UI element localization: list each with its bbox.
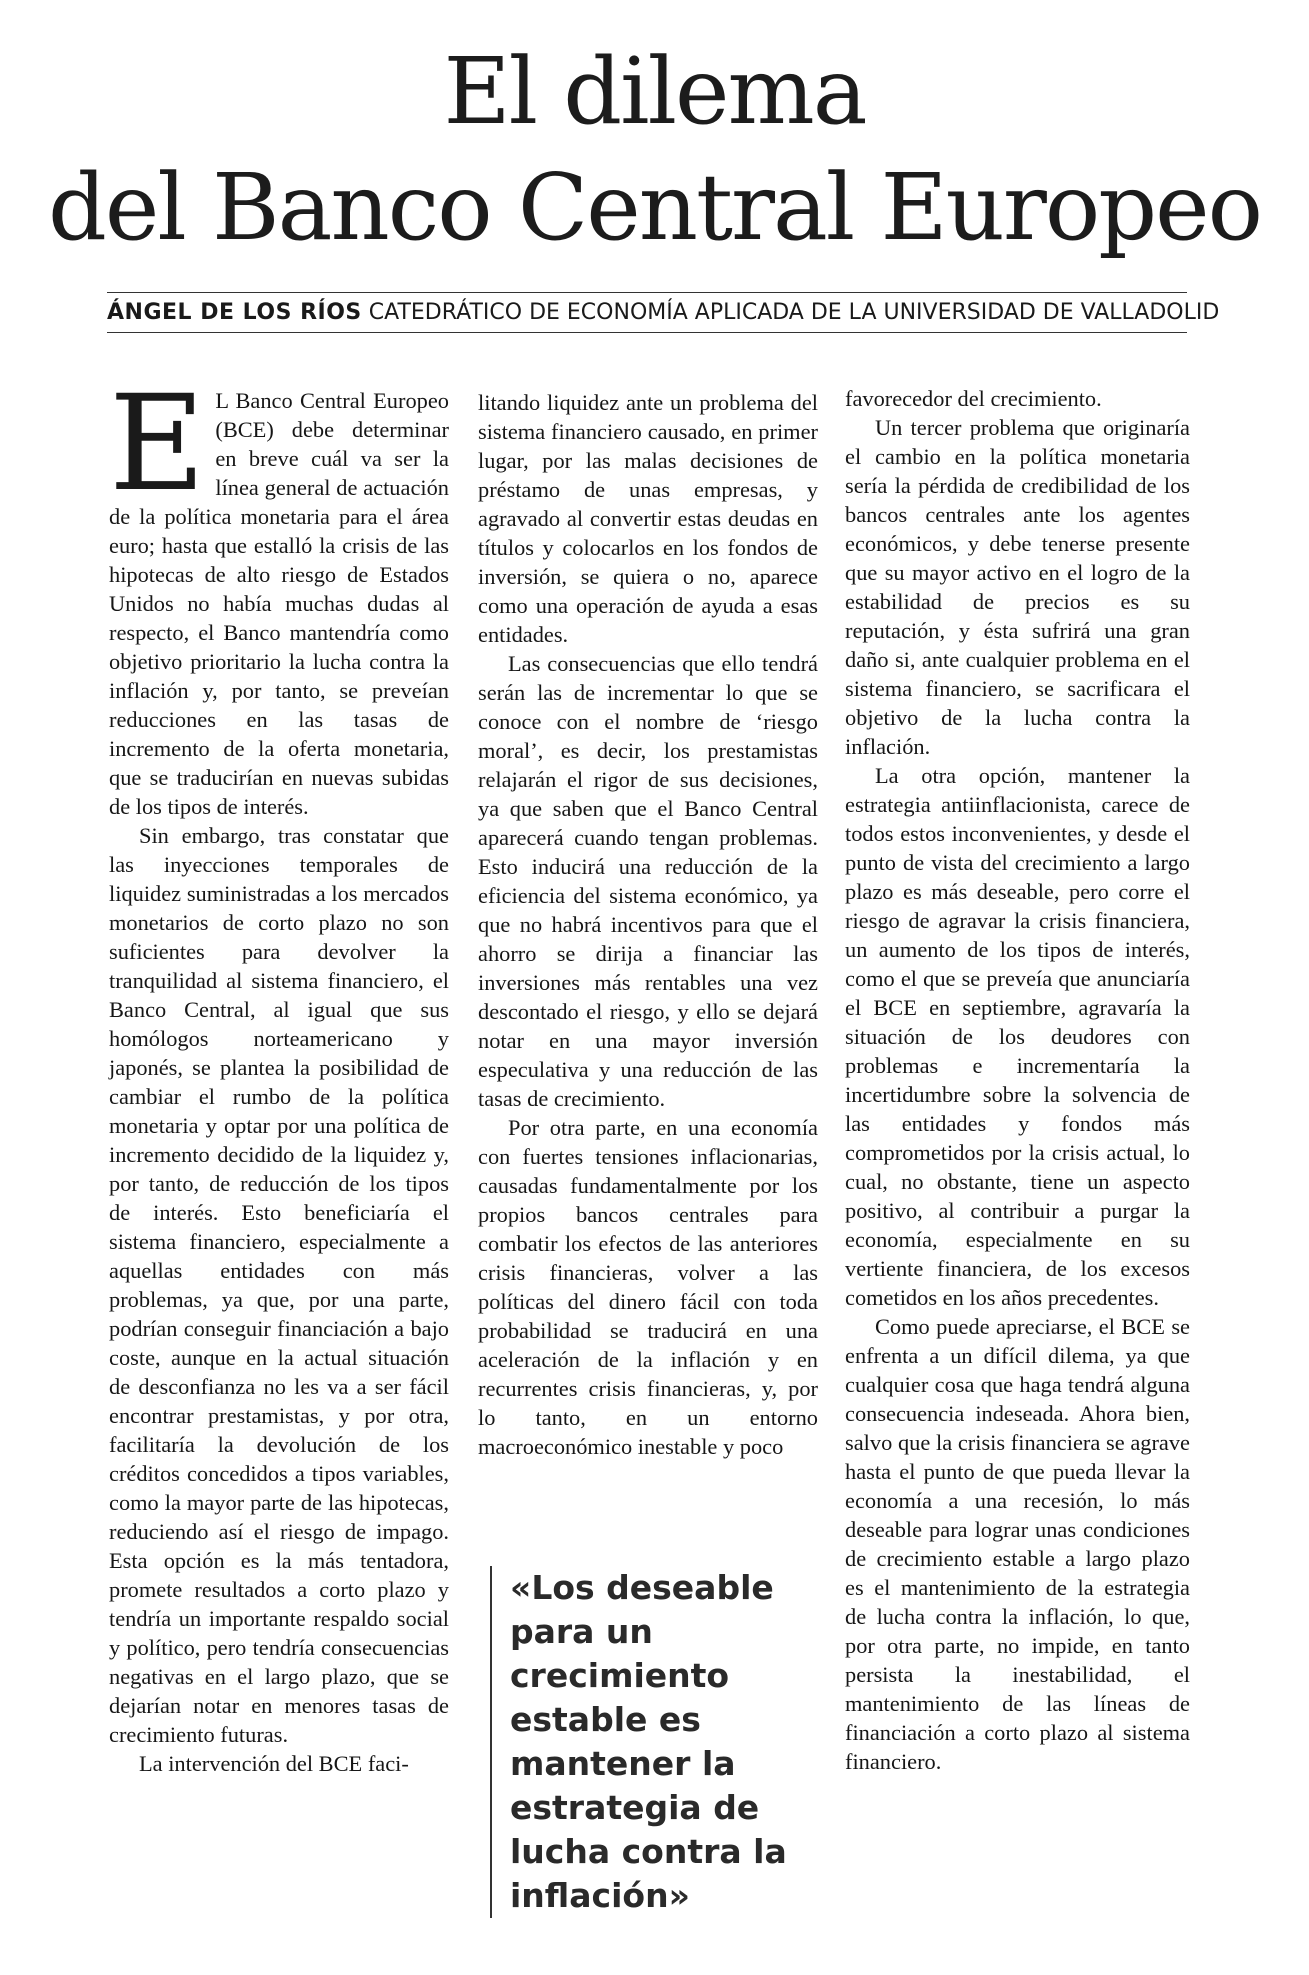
paragraph-text: L Banco Central Europeo (BCE) debe determinar en breve cuál va ser la línea general de actuación de la política monetaria para el área euro; hasta que estalló la crisis de las hipotecas de alto riesgo de Estados Unidos no había muchas dudas al respecto, el Banco mantendría como objetivo prioritario la lucha contra la inflación y, por tanto, se preveían reducciones en las tasas de incremento de la oferta monetaria, que se traducirían en nuevas subidas de los tipos de interés. [109, 388, 449, 819]
article-paragraph: Sin embargo, tras constatar que las inyecciones temporales de liquidez suministradas a los mercados monetarios de corto plazo no son suficientes para devolver la tranquilidad al sistema financiero, el Banco Central, al igual que sus homólogos norteamericano y japonés, se plantea la posibilidad de cambiar el rumbo de la política monetaria y optar por una política de incremento decidido de la liquidez y, por tanto, de reducción de los tipos de interés. Esto beneficiaría el sistema financiero, especialmente a aquellas entidades con más problemas, ya que, por una parte, podrían conseguir financiación a bajo coste, aunque en la actual situación de desconfianza no les va a ser fácil encontrar prestamistas, y por otra, facilitaría la devolución de los créditos concedidos a tipos variables, como la mayor parte de las hipotecas, reduciendo así el riesgo de impago. Esta opción es la más tentadora, promete resultados a corto plazo y tendría un importante respaldo social y político, pero tendría consecuencias negativas en el largo plazo, que se dejarían notar en menores tasas de crecimiento futuras. [109, 823, 449, 1747]
article-paragraph: Un tercer problema que originaría el cambio en la política monetaria sería la pérdida de credibilidad de los bancos centrales ante los agentes económicos, y debe tenerse presente que su mayor activo en el logro de la estabilidad de precios es su reputación, y ésta sufrirá una gran daño si, ante cualquier problema en el sistema financiero, se sacrificara el objetivo de la lucha contra la inflación. [845, 415, 1190, 759]
drop-cap: E [109, 367, 206, 521]
byline-bottom-rule [107, 332, 1187, 333]
pull-quote: «Los deseable para un crecimiento estable es mantener la estrategia de lucha contra la inflación» [490, 1566, 840, 1918]
headline-line-2: del Banco Central Europeo [48, 154, 1261, 261]
byline [107, 296, 1220, 330]
article-paragraph: Las consecuencias que ello tendrá serán las de incrementar lo que se conoce con el nombre de ‘riesgo moral’, es decir, los prestamistas relajarán el rigor de sus decisiones, ya que saben que el Banco Central aparecerá cuando tengan problemas. Esto inducirá una reducción de la eficiencia del sistema económico, ya que no habrá incentivos para que el ahorro se dirija a financiar las inversiones más rentables una vez descontado el riesgo, y ello se dejará notar en una mayor inversión especulativa y una reducción de las tasas de crecimiento. [478, 651, 818, 1111]
article-paragraph: La intervención del BCE faci- [139, 1751, 409, 1776]
article-paragraph: La otra opción, mantener la estrategia antiinflacionista, carece de todos estos inconvenientes, y desde el punto de vista del crecimiento a largo plazo es más deseable, pero corre el riesgo de agravar la crisis financiera, un aumento de los tipos de interés, como el que se preveía que anunciaría el BCE en septiembre, agravaría la situación de los deudores con problemas e incrementaría la incertidumbre sobre la solvencia de las entidades y fondos más comprometidos por la crisis actual, lo cual, no obstante, tiene un aspecto positivo, al contribuir a purgar la economía, especialmente en su vertiente financiera, de los excesos cometidos en los años precedentes. [845, 763, 1190, 1310]
article-paragraph: Como puede apreciarse, el BCE se enfrenta a un difícil dilema, ya que cualquier cosa que haga tendrá alguna consecuencia indeseada. Ahora bien, salvo que la crisis financiera se agrave hasta el punto de que pueda llevar la economía a una recesión, lo más deseable para lograr unas condiciones de crecimiento estable a largo plazo es el mantenimiento de la estrategia de lucha contra la inflación, lo que, por otra parte, no impide, en tanto persista la inestabilidad, el mantenimiento de las líneas de financiación a corto plazo al sistema financiero. [845, 1314, 1190, 1774]
article-column-1 [109, 367, 449, 1778]
article-column-3 [845, 384, 1190, 1776]
headline-line-1: El dilema [443, 38, 866, 145]
article-paragraph: Por otra parte, en una economía con fuertes tensiones inflacionarias, causadas fundamentalmente por los propios bancos centrales para combatir los efectos de las anteriores crisis financieras, volver a las políticas del dinero fácil con toda probabilidad se traducirá en una aceleración de la inflación y en recurrentes crisis financieras, y, por lo tanto, en un entorno macroeconómico inestable y poco [478, 1115, 818, 1459]
article-paragraph [109, 367, 449, 821]
article-paragraph: favorecedor del crecimiento. [845, 386, 1102, 411]
byline-top-rule [107, 292, 1187, 293]
article-paragraph: litando liquidez ante un problema del sistema financiero causado, en primer lugar, por las malas decisiones de préstamo de unas empresas, y agravado al convertir estas deudas en títulos y colocarlos en los fondos de inversión, se quiera o no, aparece como una operación de ayuda a esas entidades. [478, 390, 818, 647]
article-column-2 [478, 388, 818, 1461]
byline-role: CATEDRÁTICO DE ECONOMÍA APLICADA DE LA UNIVERSIDAD DE VALLADOLID [361, 300, 1220, 325]
byline-author: ÁNGEL DE LOS RÍOS [107, 300, 362, 325]
